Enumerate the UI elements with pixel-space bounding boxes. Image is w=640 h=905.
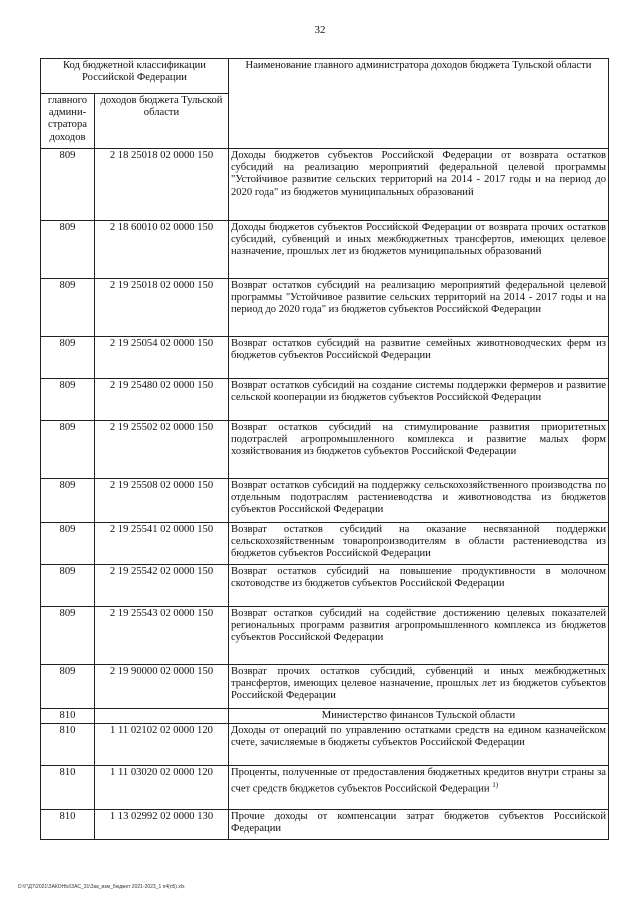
- revenue-code-cell: 1 11 03020 02 0000 120: [95, 766, 229, 810]
- revenue-code-cell: 2 19 25054 02 0000 150: [95, 337, 229, 379]
- admin-code-cell: 809: [41, 149, 95, 221]
- description-text: Доходы от операций по управлению остатками средств на едином казначейском счете, зачисляемые в бюджеты субъектов Российской Федерации: [231, 725, 606, 749]
- admin-code-cell: 810: [41, 709, 95, 724]
- budget-classification-table: [40, 58, 609, 840]
- revenue-code-cell: [95, 709, 229, 724]
- description-text: Доходы бюджетов субъектов Российской Федерации от возврата прочих остатков субсидий, субвенций и иных межбюджетных трансфертов, имеющих целевое назначение, прошлых лет из бюджетов муниципальных образований: [231, 222, 606, 258]
- revenue-code-cell: 2 19 25541 02 0000 150: [95, 523, 229, 565]
- description-cell: [229, 665, 609, 709]
- revenue-code-cell: 2 19 25542 02 0000 150: [95, 565, 229, 607]
- description-text: Министерство финансов Тульской области: [321, 710, 516, 721]
- admin-code-cell: 809: [41, 337, 95, 379]
- admin-code-cell: 809: [41, 479, 95, 523]
- revenue-code-cell: 2 19 25502 02 0000 150: [95, 421, 229, 479]
- admin-code-cell: 809: [41, 607, 95, 665]
- description-cell: [229, 724, 609, 766]
- admin-code-cell: 809: [41, 523, 95, 565]
- admin-code-cell: 809: [41, 279, 95, 337]
- admin-code-cell: 809: [41, 379, 95, 421]
- revenue-code-cell: 2 19 25018 02 0000 150: [95, 279, 229, 337]
- description-text: Возврат остатков субсидий на содействие достижению целевых показателей региональных программ развития агропромышленного комплекса из бюджетов субъектов Российской Федерации: [231, 608, 606, 644]
- revenue-code-cell: 2 18 25018 02 0000 150: [95, 149, 229, 221]
- description-text: Прочие доходы от компенсации затрат бюджетов субъектов Российской Федерации: [231, 811, 606, 835]
- revenue-code-cell: 1 11 02102 02 0000 120: [95, 724, 229, 766]
- table-row: [41, 279, 609, 337]
- admin-code-cell: 809: [41, 565, 95, 607]
- description-cell: [229, 379, 609, 421]
- description-cell: [229, 221, 609, 279]
- table-row: [41, 523, 609, 565]
- table-body: [41, 149, 609, 840]
- description-cell: [229, 523, 609, 565]
- admin-code-cell: 810: [41, 766, 95, 810]
- revenue-code-cell: 2 19 90000 02 0000 150: [95, 665, 229, 709]
- description-text: Возврат остатков субсидий на стимулирование развития приоритетных подотраслей агропромышленного комплекса и развитие малых форм хозяйствования из бюджетов субъектов Российской Федерации: [231, 422, 606, 458]
- description-text: Проценты, полученные от предоставления бюджетных кредитов внутри страны за счет средств бюджетов субъектов Российской Федерации: [231, 767, 606, 795]
- description-text: Возврат остатков субсидий на повышение продуктивности в молочном скотоводстве из бюджетов субъектов Российской Федерации: [231, 566, 606, 590]
- table-row: [41, 221, 609, 279]
- admin-code-cell: 809: [41, 421, 95, 479]
- description-cell: [229, 810, 609, 840]
- description-text: Возврат остатков субсидий на оказание несвязанной поддержки сельскохозяйственным товаропроизводителям в области растениеводства из бюджетов субъектов Российской Федерации: [231, 524, 606, 560]
- page-number: 32: [314, 24, 326, 36]
- description-text: Возврат остатков субсидий на развитие семейных животноводческих ферм из бюджетов субъектов Российской Федерации: [231, 338, 606, 362]
- revenue-code-cell: 2 18 60010 02 0000 150: [95, 221, 229, 279]
- table-row: [41, 810, 609, 840]
- header-admin-code: главного админи-стратора доходов: [41, 94, 95, 149]
- description-cell: [229, 709, 609, 724]
- description-cell: [229, 766, 609, 810]
- description-cell: [229, 421, 609, 479]
- file-path-footer: D:\Г\Д7\2021\ЗАКОНЫ\ЗАС_31\Зак_изм_бюджет 2021-2023_1 п4(п5).xls: [18, 884, 185, 890]
- revenue-code-cell: 1 13 02992 02 0000 130: [95, 810, 229, 840]
- table-row: [41, 379, 609, 421]
- revenue-code-cell: 2 19 25480 02 0000 150: [95, 379, 229, 421]
- description-text: Возврат остатков субсидий на создание системы поддержки фермеров и развитие сельской кооперации из бюджетов субъектов Российской Федерации: [231, 380, 606, 404]
- revenue-code-cell: 2 19 25508 02 0000 150: [95, 479, 229, 523]
- table-row: [41, 479, 609, 523]
- description-cell: [229, 279, 609, 337]
- header-code-group: Код бюджетной классификации Российской Федерации: [41, 59, 229, 94]
- description-text: Возврат прочих остатков субсидий, субвенций и иных межбюджетных трансфертов, имеющих целевое назначение, прошлых лет из бюджетов субъектов Российской Федерации: [231, 666, 606, 702]
- table-row: [41, 421, 609, 479]
- table-row: [41, 724, 609, 766]
- admin-code-cell: 810: [41, 810, 95, 840]
- description-cell: [229, 149, 609, 221]
- admin-code-cell: 809: [41, 665, 95, 709]
- admin-code-cell: 810: [41, 724, 95, 766]
- table-row: [41, 709, 609, 724]
- table-row: [41, 766, 609, 810]
- footnote-marker: 1): [492, 781, 499, 790]
- description-text: Возврат остатков субсидий на поддержку сельскохозяйственного производства по отдельным подотраслям растениеводства и животноводства из бюджетов субъектов Российской Федерации: [231, 480, 606, 516]
- table-row: [41, 337, 609, 379]
- description-cell: [229, 565, 609, 607]
- table-row: [41, 607, 609, 665]
- description-cell: [229, 479, 609, 523]
- description-cell: [229, 337, 609, 379]
- table-row: [41, 665, 609, 709]
- description-cell: [229, 607, 609, 665]
- table-row: [41, 565, 609, 607]
- description-text: Доходы бюджетов субъектов Российской Федерации от возврата остатков субсидий на реализацию мероприятий федеральной целевой программы "Устойчивое развитие сельских территорий на 2014 - 2017 годы и на период до 2020 года" из бюджетов муниципальных образований: [231, 150, 606, 198]
- header-admin-name: Наименование главного администратора доходов бюджета Тульской области: [229, 59, 609, 149]
- table-row: [41, 149, 609, 221]
- description-text: Возврат остатков субсидий на реализацию мероприятий федеральной целевой программы "Устойчивое развитие сельских территорий на 2014 - 2017 годы и на период до 2020 года" из бюджетов субъектов Российской Федерации: [231, 280, 606, 316]
- admin-code-cell: 809: [41, 221, 95, 279]
- header-revenue-code: доходов бюджета Тульской области: [95, 94, 229, 149]
- revenue-code-cell: 2 19 25543 02 0000 150: [95, 607, 229, 665]
